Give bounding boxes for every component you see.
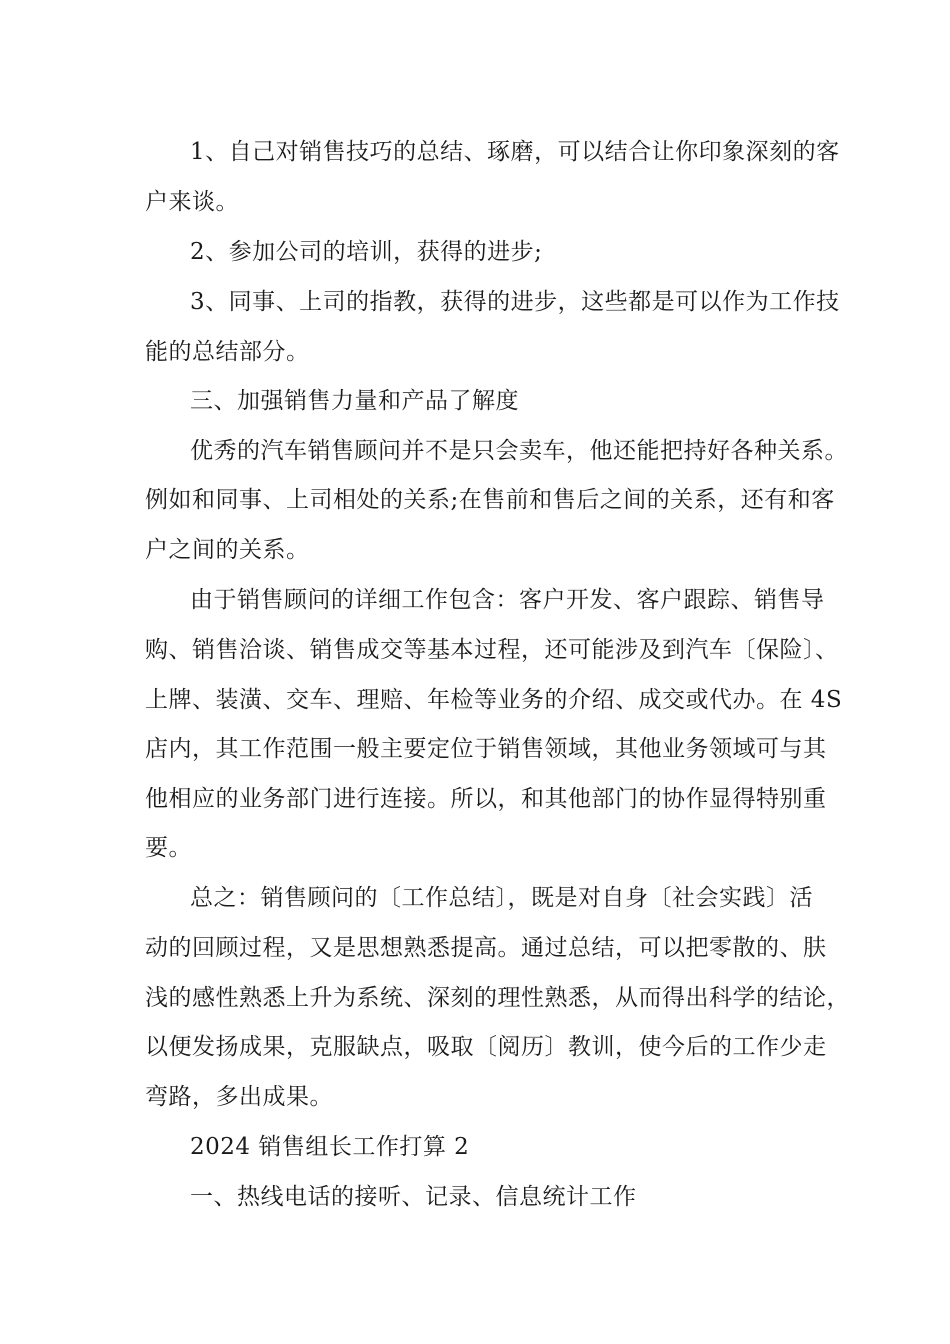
paragraph-line: 能的总结部分。 [145,339,310,365]
paragraph-line: 户之间的关系。 [145,537,310,563]
paragraph-line: 上牌、装潢、交车、理赔、年检等业务的介绍、成交或代办。在 4S [145,687,843,713]
paragraph-line: 1、自己对销售技巧的总结、琢磨，可以结合让你印象深刻的客 [190,139,840,165]
paragraph-line: 例如和同事、上司相处的关系;在售前和售后之间的关系，还有和客 [145,487,835,513]
paragraph-line: 3、同事、上司的指教，获得的进步，这些都是可以作为工作技 [190,289,840,315]
paragraph-line: 店内，其工作范围一般主要定位于销售领域，其他业务领域可与其 [145,736,827,762]
paragraph-line: 他相应的业务部门进行连接。所以，和其他部门的协作显得特别重 [145,786,827,812]
paragraph-line: 购、销售洽谈、销售成交等基本过程，还可能涉及到汽车〔保险〕、 [145,637,839,663]
paragraph-line: 2、参加公司的培训，获得的进步; [190,239,543,265]
section-title: 2024 销售组长工作打算 2 [190,1134,470,1160]
paragraph-line: 总之：销售顾问的〔工作总结〕，既是对自身〔社会实践〕活 [190,885,813,911]
paragraph-line: 要。 [145,835,192,861]
paragraph-line: 弯路，多出成果。 [145,1084,333,1110]
paragraph-line: 户来谈。 [145,189,239,215]
paragraph-line: 由于销售顾问的详细工作包含：客户开发、客户跟踪、销售导 [190,587,825,613]
paragraph-line: 浅的感性熟悉上升为系统、深刻的理性熟悉，从而得出科学的结论， [145,985,850,1011]
paragraph-line: 优秀的汽车销售顾问并不是只会卖车，他还能把持好各种关系。 [190,438,848,464]
paragraph-line: 动的回顾过程，又是思想熟悉提高。通过总结，可以把零散的、肤 [145,935,827,961]
section-heading: 一、热线电话的接听、记录、信息统计工作 [190,1184,637,1210]
paragraph-line: 以便发扬成果，克服缺点，吸取〔阅历〕教训，使今后的工作少走 [145,1034,827,1060]
section-heading: 三、加强销售力量和产品了解度 [190,388,519,414]
